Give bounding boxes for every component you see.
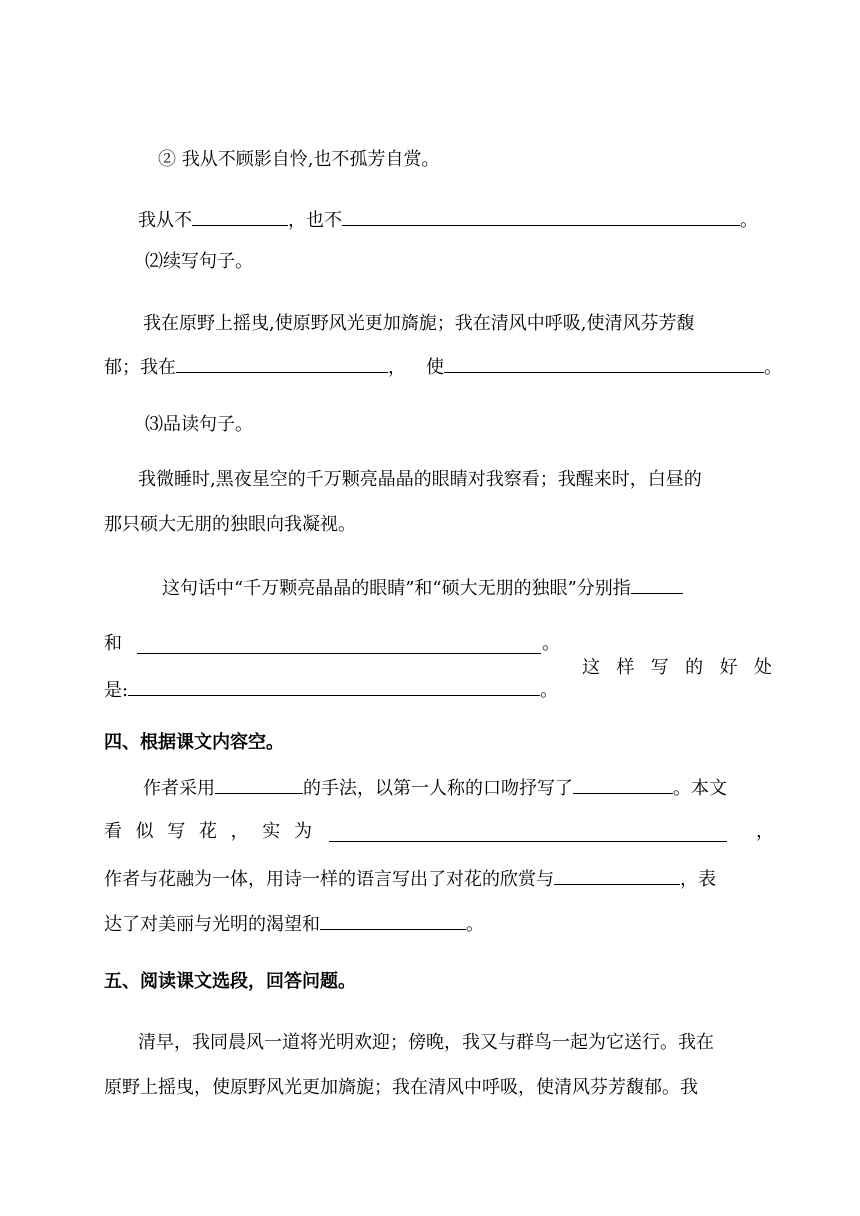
blank[interactable] bbox=[215, 775, 303, 794]
question-line-2 bbox=[104, 632, 772, 678]
text: 的手法，以第一人称的口吻抒写了 bbox=[303, 778, 573, 799]
blank[interactable] bbox=[137, 635, 541, 654]
text: 。 bbox=[740, 210, 758, 231]
text: 。 bbox=[466, 914, 484, 935]
text: 和 bbox=[104, 633, 122, 654]
blank[interactable] bbox=[631, 575, 683, 594]
blank[interactable] bbox=[342, 207, 740, 226]
char: 好 bbox=[719, 657, 738, 678]
fill-line-5 bbox=[104, 866, 716, 892]
fill-line-2 bbox=[104, 354, 782, 380]
char: 为 bbox=[293, 821, 312, 842]
char: 写 bbox=[650, 657, 669, 678]
text: 是: bbox=[104, 680, 129, 701]
text: 。 bbox=[764, 357, 782, 378]
blank[interactable] bbox=[329, 823, 727, 842]
blank[interactable] bbox=[573, 775, 673, 794]
text: 郁；我在 bbox=[104, 357, 176, 378]
section-heading-5: 五、阅读课文选段，回答问题。 bbox=[104, 971, 356, 992]
text: ，表 bbox=[680, 869, 716, 890]
char: 的 bbox=[685, 657, 704, 678]
text: 使 bbox=[426, 357, 444, 378]
text: 达了对美丽与光明的渴望和 bbox=[104, 914, 320, 935]
text: 作者采用 bbox=[143, 778, 215, 799]
text: 作者与花融为一体，用诗一样的语言写出了对花的欣赏与 bbox=[104, 869, 554, 890]
char: 样 bbox=[616, 657, 635, 678]
fill-line-1 bbox=[138, 207, 758, 233]
char: 似 bbox=[135, 821, 154, 842]
paragraph-line: 我在原野上摇曳,使原野风光更加旖旎；我在清风中呼吸,使清风芬芳馥 bbox=[143, 313, 695, 334]
char: 这 bbox=[582, 657, 600, 678]
fill-line-3 bbox=[143, 775, 727, 801]
paragraph-line: 我微睡时,黑夜星空的千万颗亮晶晶的眼睛对我察看；我醒来时，白昼的 bbox=[138, 469, 702, 490]
char: 写 bbox=[167, 821, 186, 842]
char: 实 bbox=[262, 821, 281, 842]
question-line bbox=[162, 575, 683, 601]
text: 。本文 bbox=[673, 778, 727, 799]
subheading-continue: ⑵续写句子。 bbox=[145, 251, 253, 272]
char: 处 bbox=[753, 657, 772, 678]
text: ， bbox=[756, 821, 774, 842]
blank[interactable] bbox=[128, 677, 540, 696]
sentence-2: ② 我从不顾影自怜,也不孤芳自赏。 bbox=[158, 149, 440, 170]
blank[interactable] bbox=[444, 354, 764, 373]
blank[interactable] bbox=[192, 207, 288, 226]
char: 看 bbox=[104, 821, 122, 842]
justified-text bbox=[104, 820, 312, 844]
fill-line-6 bbox=[104, 911, 484, 937]
blank[interactable] bbox=[320, 911, 466, 930]
passage-line: 清早，我同晨风一道将光明欢迎；傍晚，我又与群鸟一起为它送行。我在 bbox=[138, 1032, 714, 1053]
text: 。 bbox=[540, 680, 559, 701]
section-heading-4: 四、根据课文内容空。 bbox=[104, 732, 284, 753]
blank[interactable] bbox=[554, 866, 680, 885]
paragraph-line: 那只硕大无朋的独眼向我凝视。 bbox=[104, 514, 356, 535]
text: 我从不 bbox=[138, 210, 192, 231]
justified-text bbox=[582, 656, 772, 680]
text: ，也不 bbox=[288, 210, 342, 231]
char: 花 bbox=[198, 821, 217, 842]
text: 。 bbox=[542, 633, 560, 654]
blank[interactable] bbox=[176, 354, 388, 373]
passage-line: 原野上摇曳，使原野风光更加旖旎；我在清风中呼吸，使清风芬芳馥郁。我 bbox=[104, 1077, 698, 1098]
subheading-appreciate: ⑶品读句子。 bbox=[145, 414, 253, 435]
question-line-3 bbox=[104, 677, 558, 703]
text: 这句话中“千万颗亮晶晶的眼睛”和“硕大无朋的独眼”分别指 bbox=[162, 578, 631, 599]
char: ， bbox=[230, 821, 249, 842]
text: ， bbox=[388, 357, 406, 378]
